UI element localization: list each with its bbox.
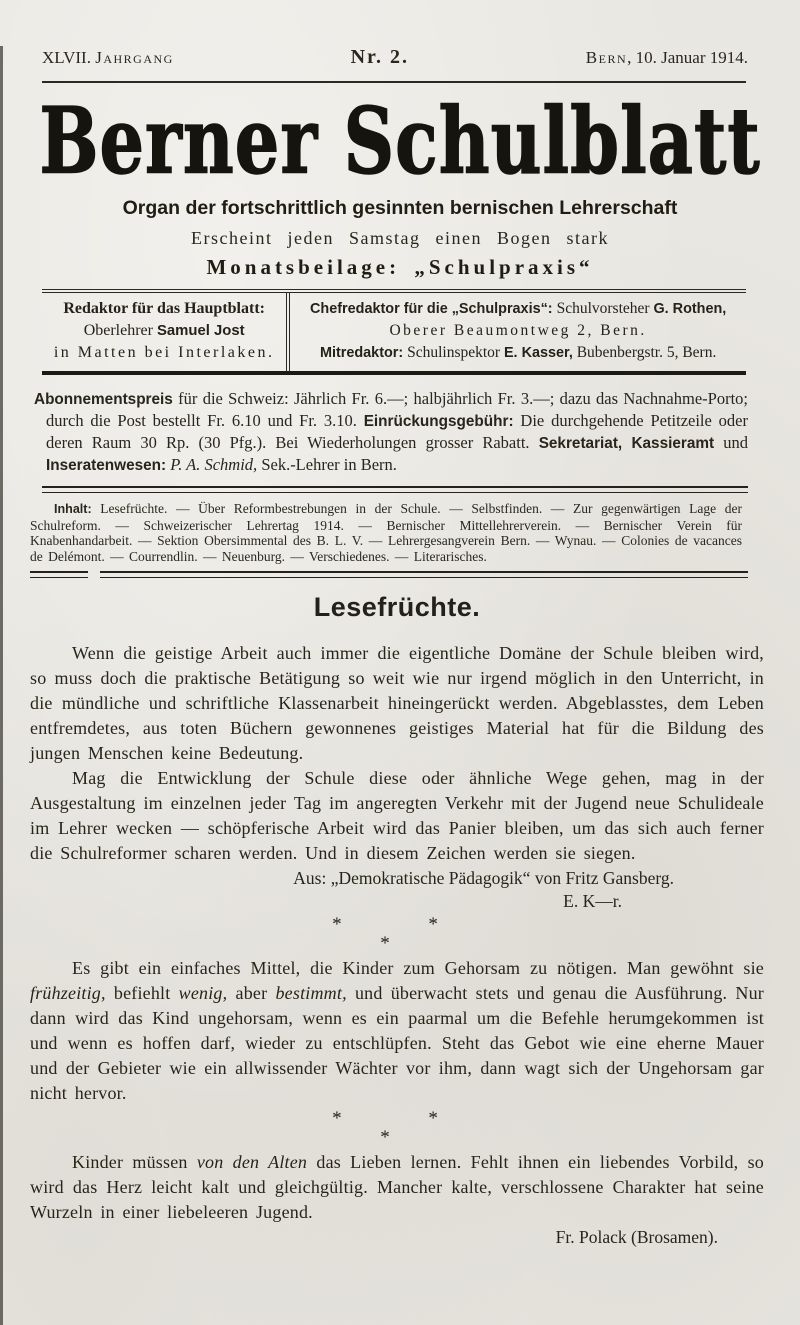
masthead-title: Berner Schulblatt [39,86,761,195]
supplement-subtitle: Monatsbeilage: „Schulpraxis“ [206,255,594,279]
issue-header [42,46,748,69]
volume-label: XLVII. Jahrgang [42,48,174,67]
editors-box [42,289,746,375]
quote-source: Aus: „Demokratische Pädagogik“ von Fritz Gansberg. [293,868,674,888]
toc-bottom-rule-long-segment [100,571,748,578]
editor-main-column [42,293,290,371]
editor-initials: E. K—r. [563,891,622,911]
article-lesefruechte [30,592,764,1248]
article-paragraph-3: Es gibt ein einfaches Mittel, die Kinder zum Gehorsam zu nötigen. Man gewöhnt sie frühzeitig, befiehlt wenig, aber bestimmt, und überwacht stets und genau die Ausführung. Nur dann wird das Kind ungehorsam, wenn es ein paarmal um die Befehle herumgekommen ist und wenn es hoffen darf, wieder zu entschlüpfen. Steht das Gebot wie eine eherne Mauer und der Gebieter wie ein allwissender Wächter vor ihm, dann wagt sich der Ungehorsam gar nicht hervor. [30,958,764,1103]
asterisk-row-top: * * [332,1108,438,1129]
asterisk-divider-2 [18,1108,752,1148]
header-rule [42,81,746,83]
quote-attribution: Fr. Polack (Brosamen). [555,1227,718,1247]
asterisk-divider-1 [18,914,752,954]
editor-main-address: in Matten bei Interlaken. [53,344,275,361]
asterisk-row-bottom: * [380,933,390,954]
organ-subtitle: Organ der fortschrittlich gesinnten bernischen Lehrerschaft [122,197,678,219]
editor-chief-address: Oberer Beaumontweg 2, Bern. [389,322,647,339]
issue-number: Nr. 2. [350,46,410,68]
toc-top-rule [42,486,748,493]
article-title: Lesefrüchte. [313,592,481,622]
newspaper-page [0,46,800,1325]
asterisk-row-top: * * [332,914,438,935]
toc-bottom-rule [30,571,748,578]
asterisk-row-bottom: * [380,1127,390,1148]
toc-bottom-rule-short-segment [30,571,88,578]
frequency-subtitle: Erscheint jeden Samstag einen Bogen stark [191,228,609,248]
article-paragraph-2: Mag die Entwicklung der Schule diese oder ähnliche Wege gehen, mag in der Ausgestaltung im einzelnen jeder Tag im angeregten Verkehr mit der Jugend neue Schulideale im Lehrer wecken — schöpferische Arbeit wird das Panier bleiben, um das sich auch ferner die Schulreformer scharen werden. Und in diesem Zeichen werden sie siegen. [30,768,764,863]
editor-supplement-column [290,293,746,371]
editor-main-role: Redaktor für das Hauptblatt: [63,300,265,317]
subscription-info: Abonnementspreis für die Schweiz: Jährlich Fr. 6.—; halbjährlich Fr. 3.—; dazu das Nachnahme-Porto; durch die Post bestellt Fr. 6.10 und Fr. 3.10. Einrückungsgebühr: Die durchgehende Petitzeile oder deren Raum 30 Rp. (30 Pfg.). Bei Wiederholungen grosser Rabatt. Sekretariat, Kassieramt und Inseratenwesen: P. A. Schmid, Sek.-Lehrer in Bern. [34,389,748,474]
editor-main-name: Oberlehrer Samuel Jost [83,322,245,339]
article-paragraph-4: Kinder müssen von den Alten das Lieben lernen. Fehlt ihnen ein liebendes Vorbild, so wird das Herz leicht kalt und gleichgültig. Mancher kalte, verschlossene Charakter hat seine Wurzeln in einer liebeleeren Jugend. [30,1152,764,1222]
article-paragraph-1: Wenn die geistige Arbeit auch immer die eigentliche Domäne der Schule bleiben wird, so muss doch die praktische Betätigung so weit wie nur irgend möglich in den Unterricht, in die mündliche und schriftliche Klassenarbeit hineingerückt werden. Abgeblasstes, dem Leben entfremdetes, aus toten Büchern gewonnenes geistiges Material hat für die Bildung des jungen Menschen keine Bedeutung. [30,643,764,763]
editor-chief-line: Chefredaktor für die „Schulpraxis“: Schulvorsteher G. Rothen, [310,300,727,317]
table-of-contents: Inhalt: Lesefrüchte. — Über Reformbestrebungen in der Schule. — Selbstfinden. — Zur gegenwärtigen Lage der Schulreform. — Schweizerischer Lehrertag 1914. — Bernischer Mittellehrerverein. — Bernischer Verein für Knabenhandarbeit. — Sektion Obersimmental des B. L. V. — Lehrergesangverein Bern. — Wynau. — Colonies de vacances de Delémont. — Courrendlin. — Neuenburg. — Verschiedenes. — Literarisches. [30,501,742,564]
issue-date: Bern, 10. Januar 1914. [585,48,748,67]
editor-co-line: Mitredaktor: Schulinspektor E. Kasser, Bubenbergstr. 5, Bern. [319,344,717,361]
